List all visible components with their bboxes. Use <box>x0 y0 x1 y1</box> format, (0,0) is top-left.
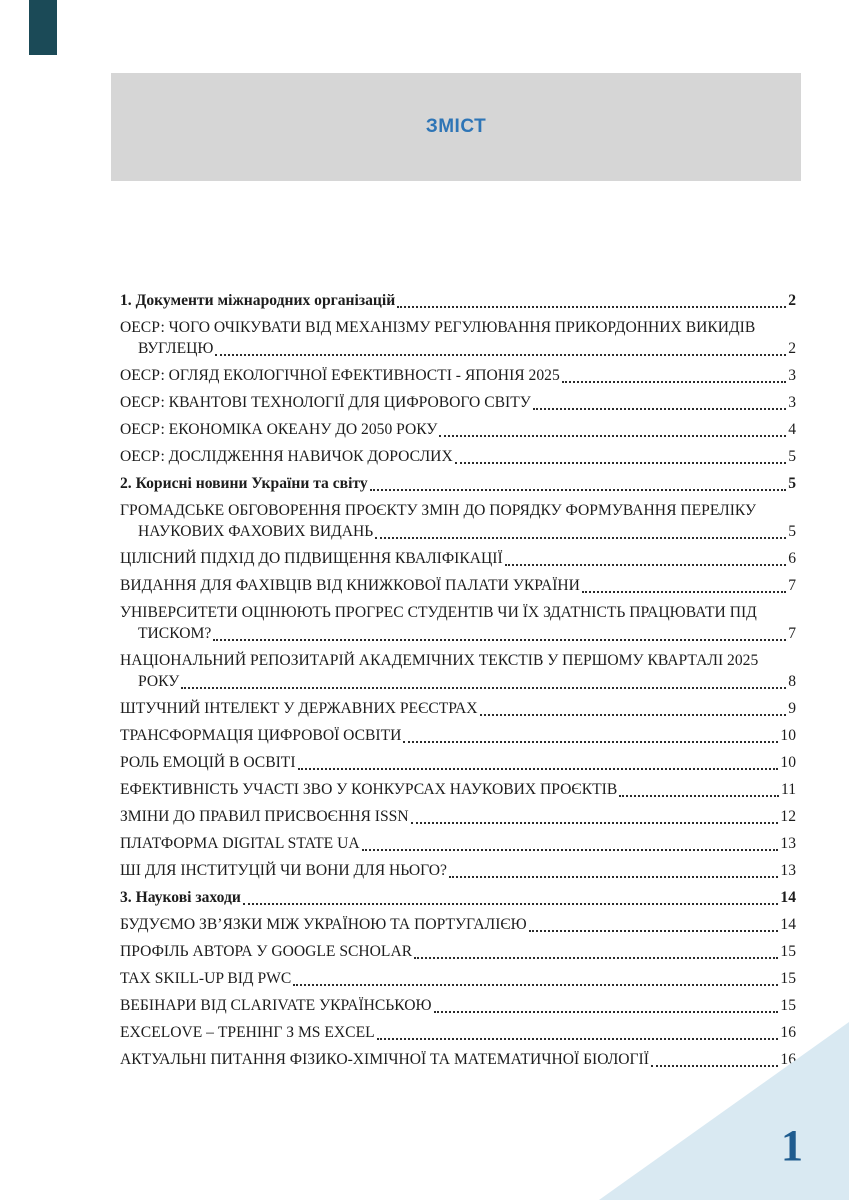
toc-entry-text: TAX SKILL-UP ВІД PWC <box>120 970 292 987</box>
toc-entry-text: 1. Документи міжнародних організацій <box>120 292 396 309</box>
dot-leader <box>377 1038 779 1040</box>
toc-entry[interactable] <box>120 725 796 746</box>
toc-entry-text: 3. Наукові заходи <box>120 889 241 906</box>
toc-page-number: 5 <box>788 523 796 540</box>
dot-leader <box>533 408 786 410</box>
toc-entry-text: ОЕСР: ОГЛЯД ЕКОЛОГІЧНОЇ ЕФЕКТИВНОСТІ - ЯПОНІЯ 2025 <box>120 367 560 384</box>
toc-page-number: 3 <box>788 394 796 411</box>
toc-entry-text: УНІВЕРСИТЕТИ ОЦІНЮЮТЬ ПРОГРЕС СТУДЕНТІВ ЧИ ЇХ ЗДАТНІСТЬ ПРАЦЮВАТИ ПІД <box>120 604 757 621</box>
dot-leader <box>293 984 778 986</box>
toc-entry-text: ОЕСР: ЕКОНОМІКА ОКЕАНУ ДО 2050 РОКУ <box>120 421 438 438</box>
toc-entry-text: 2. Корисні новини України та світу <box>120 475 368 492</box>
toc-entry[interactable] <box>120 752 796 773</box>
toc-entry-text: ЦІЛІСНИЙ ПІДХІД ДО ПІДВИЩЕННЯ КВАЛІФІКАЦІЇ <box>120 550 503 567</box>
toc-entry[interactable] <box>120 968 796 989</box>
dot-leader <box>434 1011 779 1013</box>
dot-leader <box>480 714 787 716</box>
dot-leader <box>403 741 778 743</box>
toc-entry-text: БУДУЄМО ЗВ’ЯЗКИ МІЖ УКРАЇНОЮ ТА ПОРТУГАЛІЄЮ <box>120 916 527 933</box>
toc-page-number: 6 <box>788 550 796 567</box>
toc-page-number: 7 <box>788 625 796 642</box>
toc-page-number: 16 <box>780 1051 796 1068</box>
toc-page-number: 14 <box>780 889 796 906</box>
toc-page-number: 12 <box>780 808 796 825</box>
toc-page-number: 15 <box>780 943 796 960</box>
toc-entry-text: ШІ ДЛЯ ІНСТИТУЦІЙ ЧИ ВОНИ ДЛЯ НЬОГО? <box>120 862 447 879</box>
toc-entry-text: РОЛЬ ЕМОЦІЙ В ОСВІТІ <box>120 754 296 771</box>
toc-entry-text: ОЕСР: ДОСЛІДЖЕННЯ НАВИЧОК ДОРОСЛИХ <box>120 448 453 465</box>
dot-leader <box>213 639 786 641</box>
toc-entry[interactable] <box>120 446 796 467</box>
corner-accent-bar <box>29 0 57 55</box>
toc-page-number: 15 <box>780 970 796 987</box>
toc-entry[interactable] <box>120 500 796 542</box>
toc-entry[interactable] <box>120 806 796 827</box>
dot-leader <box>243 903 779 905</box>
toc-entry-text: ОЕСР: ЧОГО ОЧІКУВАТИ ВІД МЕХАНІЗМУ РЕГУЛЮВАННЯ ПРИКОРДОННИХ ВИКИДІВ <box>120 319 756 336</box>
dot-leader <box>370 489 787 491</box>
toc-entry[interactable] <box>120 860 796 881</box>
dot-leader <box>455 462 787 464</box>
toc-entry-text: НАУКОВИХ ФАХОВИХ ВИДАНЬ <box>138 523 374 540</box>
toc-entry[interactable] <box>120 995 796 1016</box>
toc-entry-text: ВЕБІНАРИ ВІД CLARIVATE УКРАЇНСЬКОЮ <box>120 997 432 1014</box>
toc-entry[interactable] <box>120 419 796 440</box>
toc-entry[interactable] <box>120 365 796 386</box>
contents-header-banner <box>111 73 801 181</box>
toc-entry-text: ОЕСР: КВАНТОВІ ТЕХНОЛОГІЇ ДЛЯ ЦИФРОВОГО СВІТУ <box>120 394 531 411</box>
toc-entry[interactable] <box>120 779 796 800</box>
dot-leader <box>411 822 779 824</box>
dot-leader <box>397 306 786 308</box>
table-of-contents <box>120 290 796 1076</box>
toc-page-number: 9 <box>788 700 796 717</box>
toc-page-number: 16 <box>780 1024 796 1041</box>
toc-entry[interactable] <box>120 833 796 854</box>
toc-entry[interactable] <box>120 548 796 569</box>
page-title: ЗМІСТ <box>425 116 487 137</box>
toc-entry-text: ВИДАННЯ ДЛЯ ФАХІВЦІВ ВІД КНИЖКОВОЇ ПАЛАТИ УКРАЇНИ <box>120 577 580 594</box>
toc-entry[interactable] <box>120 650 796 692</box>
toc-entry-text: АКТУАЛЬНІ ПИТАННЯ ФІЗИКО-ХІМІЧНОЇ ТА МАТЕМАТИЧНОЇ БІОЛОГІЇ <box>120 1051 649 1068</box>
toc-page-number: 7 <box>788 577 796 594</box>
toc-entry[interactable] <box>120 290 796 311</box>
toc-page-number: 13 <box>780 862 796 879</box>
toc-entry[interactable] <box>120 317 796 359</box>
toc-entry-text: ВУГЛЕЦЮ <box>138 340 214 357</box>
dot-leader <box>362 849 779 851</box>
toc-entry[interactable] <box>120 1049 796 1070</box>
toc-page-number: 10 <box>780 727 796 744</box>
dot-leader <box>298 768 779 770</box>
dot-leader <box>414 957 778 959</box>
toc-entry-text: ГРОМАДСЬКЕ ОБГОВОРЕННЯ ПРОЄКТУ ЗМІН ДО ПОРЯДКУ ФОРМУВАННЯ ПЕРЕЛІКУ <box>120 502 757 519</box>
toc-page-number: 2 <box>788 292 796 309</box>
toc-entry-text: ПРОФІЛЬ АВТОРА У GOOGLE SCHOLAR <box>120 943 413 960</box>
toc-entry-text: ТИСКОМ? <box>138 625 212 642</box>
toc-entry-text: ШТУЧНИЙ ІНТЕЛЕКТ У ДЕРЖАВНИХ РЕЄСТРАХ <box>120 700 478 717</box>
toc-entry[interactable] <box>120 914 796 935</box>
toc-page-number: 10 <box>780 754 796 771</box>
dot-leader <box>529 930 779 932</box>
toc-page-number: 5 <box>788 475 796 492</box>
dot-leader <box>651 1065 778 1067</box>
dot-leader <box>562 381 786 383</box>
toc-entry[interactable] <box>120 887 796 908</box>
toc-entry[interactable] <box>120 1022 796 1043</box>
dot-leader <box>215 354 786 356</box>
toc-page-number: 4 <box>788 421 796 438</box>
toc-entry[interactable] <box>120 473 796 494</box>
toc-page-number: 15 <box>780 997 796 1014</box>
toc-entry-text: EXCELOVE – ТРЕНІНГ З MS EXCEL <box>120 1024 375 1041</box>
dot-leader <box>505 564 787 566</box>
toc-entry-text: ПЛАТФОРМА DIGITAL STATE UA <box>120 835 360 852</box>
page-number: 1 <box>781 1121 803 1170</box>
dot-leader <box>449 876 778 878</box>
toc-page-number: 8 <box>788 673 796 690</box>
toc-entry-text: ЗМІНИ ДО ПРАВИЛ ПРИСВОЄННЯ ISSN <box>120 808 409 825</box>
toc-entry[interactable] <box>120 575 796 596</box>
toc-entry-text: НАЦІОНАЛЬНИЙ РЕПОЗИТАРІЙ АКАДЕМІЧНИХ ТЕКСТІВ У ПЕРШОМУ КВАРТАЛІ 2025 <box>120 652 759 669</box>
dot-leader <box>439 435 786 437</box>
toc-page-number: 3 <box>788 367 796 384</box>
toc-page-number: 14 <box>780 916 796 933</box>
dot-leader <box>619 795 779 797</box>
toc-entry-text: ТРАНСФОРМАЦІЯ ЦИФРОВОЇ ОСВІТИ <box>120 727 402 744</box>
toc-entry-text: РОКУ <box>138 673 180 690</box>
dot-leader <box>582 591 786 593</box>
toc-page-number: 5 <box>788 448 796 465</box>
toc-page-number: 13 <box>780 835 796 852</box>
toc-entry[interactable] <box>120 392 796 413</box>
toc-entry-text: ЕФЕКТИВНІСТЬ УЧАСТІ ЗВО У КОНКУРСАХ НАУКОВИХ ПРОЄКТІВ <box>120 781 618 798</box>
toc-entry[interactable] <box>120 698 796 719</box>
dot-leader <box>375 537 786 539</box>
dot-leader <box>181 687 786 689</box>
toc-page-number: 2 <box>788 340 796 357</box>
toc-entry[interactable] <box>120 941 796 962</box>
toc-entry[interactable] <box>120 602 796 644</box>
toc-page-number: 11 <box>780 781 796 798</box>
